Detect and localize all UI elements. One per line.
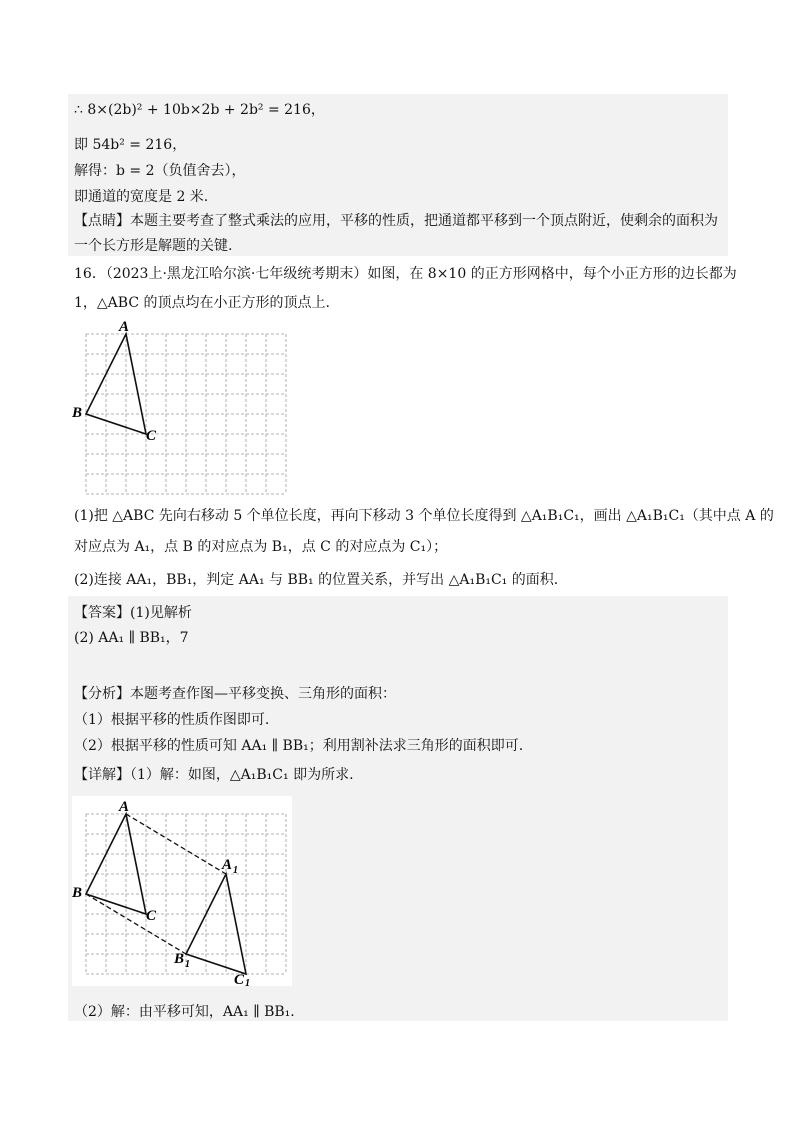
label-c1: C	[234, 972, 245, 986]
comment-line-2: 一个长方形是解题的关键.	[74, 238, 233, 254]
analysis-line-2: （1）根据平移的性质作图即可.	[74, 712, 270, 728]
detail-line: 【详解】（1）解：如图，△A₁B₁C₁ 即为所求.	[74, 767, 354, 783]
solution-line-4: 即通道的宽度是 2 米.	[74, 189, 209, 205]
label-a1-sub: 1	[233, 865, 238, 876]
solution-line-1: ∴ 8×(2b)² + 10b×2b + 2b² = 216，	[74, 102, 325, 118]
question-line-2: 1，△ABC 的顶点均在小正方形的顶点上.	[74, 295, 330, 311]
label-c: C	[146, 908, 157, 924]
label-a1: A	[222, 857, 233, 873]
analysis-line-1: 【分析】本题考查作图—平移变换、三角形的面积：	[74, 686, 396, 702]
label-a: A	[119, 799, 130, 815]
label-b1-sub: 1	[185, 959, 190, 970]
part2-solution-line: （2）解：由平移可知，AA₁ ∥ BB₁.	[74, 1004, 295, 1020]
figure-original-triangle	[72, 318, 292, 498]
part1-line-2: 对应点为 A₁，点 B 的对应点为 B₁，点 C 的对应点为 C₁）；	[74, 539, 448, 555]
answer-line-2: (2) AA₁ ∥ BB₁，7	[74, 630, 189, 646]
label-c1-sub: 1	[245, 978, 250, 986]
label-b1: B	[174, 951, 185, 967]
part1-line-1: (1)把 △ABC 先向右移动 5 个单位长度，再向下移动 3 个单位长度得到 △A₁B₁C₁，画出 △A₁B₁C₁（其中点 A 的	[74, 508, 774, 524]
label-b: B	[72, 885, 83, 901]
figure-translated-triangle	[72, 796, 292, 986]
comment-line-1: 【点睛】本题主要考查了整式乘法的应用，平移的性质，把通道都平移到一个顶点附近，使剩余的面积为	[74, 213, 718, 229]
solution-line-3: 解得：b = 2（负值舍去），	[74, 163, 246, 179]
part2-line: (2)连接 AA₁，BB₁，判定 AA₁ 与 BB₁ 的位置关系，并写出 △A₁B₁C₁ 的面积.	[74, 572, 559, 588]
label-a: A	[119, 319, 130, 335]
solution-line-2: 即 54b² = 216，	[74, 137, 187, 153]
triangle-abc	[86, 334, 146, 434]
label-c: C	[146, 428, 157, 444]
label-b: B	[72, 405, 83, 421]
analysis-line-3: （2）根据平移的性质可知 AA₁ ∥ BB₁；利用割补法求三角形的面积即可.	[74, 738, 524, 754]
question-line-1: 16．（2023上·黑龙江哈尔滨·七年级统考期末）如图，在 8×10 的正方形网格中，每个小正方形的边长都为	[74, 266, 737, 282]
answer-line-1: 【答案】(1)见解析	[74, 605, 192, 621]
